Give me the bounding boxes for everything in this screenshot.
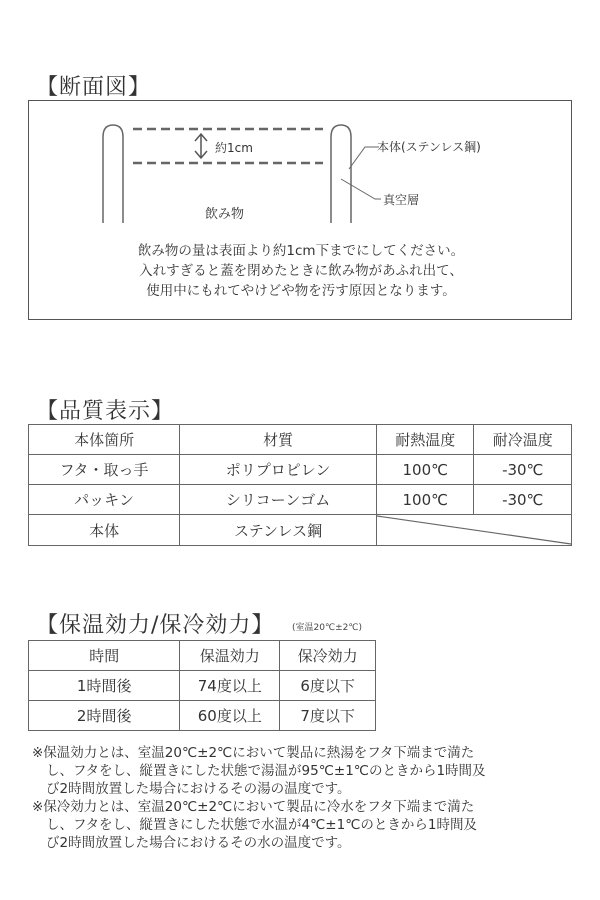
table-row [29,701,376,731]
cross-section-box [28,100,572,320]
table-cell: ポリプロピレン [180,455,377,485]
cross-section-note-1: 飲み物の量は表面より約1cm下までにしてください。 [137,243,465,259]
retention-heading: 【保温効力/保冷効力】 [36,613,275,638]
room-temp-note: (室温20℃±2℃) [292,623,362,633]
column-header: 保冷効力 [280,641,376,671]
column-header: 耐熱温度 [376,425,474,455]
cross-section-note-2: 入れすぎると蓋を閉めたときに飲み物があふれ出て、 [139,263,463,279]
retention-table [28,640,376,731]
column-header: 材質 [180,425,377,455]
table-cell: -30℃ [474,455,572,485]
table-row [29,671,376,701]
table-cell: ステンレス鋼 [180,515,377,546]
footnote-line: し、フタをし、縦置きにした状態で水温が4℃±1℃のときから1時間及 [46,817,477,833]
table-cell: 100℃ [376,485,474,515]
drink-label: 飲み物 [205,207,245,222]
diagonal-slash [377,515,571,545]
column-header: 保温効力 [180,641,280,671]
bottle-left-wall [103,125,123,223]
body-leader-line [349,147,379,169]
table-header-row [29,641,376,671]
table-header-row [29,425,572,455]
not-applicable-cell [376,515,571,546]
table-cell: 2時間後 [29,701,180,731]
table-cell: 74度以上 [180,671,280,701]
footnote-line: し、フタをし、縦置きにした状態で湯温が95℃±1℃のときから1時間及 [46,763,486,779]
table-cell: -30℃ [474,485,572,515]
column-header: 本体箇所 [29,425,180,455]
footnote-line: ※保温効力とは、室温20℃±2℃において製品に熱湯をフタ下端まで満た [32,745,475,761]
footnote-line: ※保冷効力とは、室温20℃±2℃において製品に冷水をフタ下端まで満た [32,799,475,815]
table-cell: シリコーンゴム [180,485,377,515]
table-row [29,515,572,546]
gap-label: 約1cm [215,141,253,155]
table-cell: 6度以下 [280,671,376,701]
bottle-right-wall [331,125,351,223]
table-row [29,485,572,515]
footnote-line: び2時間放置した場合におけるその水の温度です。 [46,835,351,851]
table-cell: 60度以上 [180,701,280,731]
cross-section-heading: 【断面図】 [36,75,152,100]
table-row [29,455,572,485]
table-cell: 本体 [29,515,180,546]
table-cell: 100℃ [376,455,474,485]
table-cell: フタ・取っ手 [29,455,180,485]
footnote-line: び2時間放置した場合におけるその湯の温度です。 [46,781,351,797]
heat-retention-footnote [32,744,577,798]
table-cell: パッキン [29,485,180,515]
column-header: 耐冷温度 [474,425,572,455]
vacuum-label: 真空層 [383,193,420,207]
table-cell: 7度以下 [280,701,376,731]
table-cell: 1時間後 [29,671,180,701]
column-header: 時間 [29,641,180,671]
quality-table [28,424,572,546]
cross-section-note-3: 使用中にもれてやけどや物を汚す原因となります。 [146,283,456,299]
body-label: 本体(ステンレス鋼) [377,140,481,154]
vacuum-leader-line [341,179,381,199]
quality-heading: 【品質表示】 [36,399,175,424]
cold-retention-footnote [32,798,577,852]
